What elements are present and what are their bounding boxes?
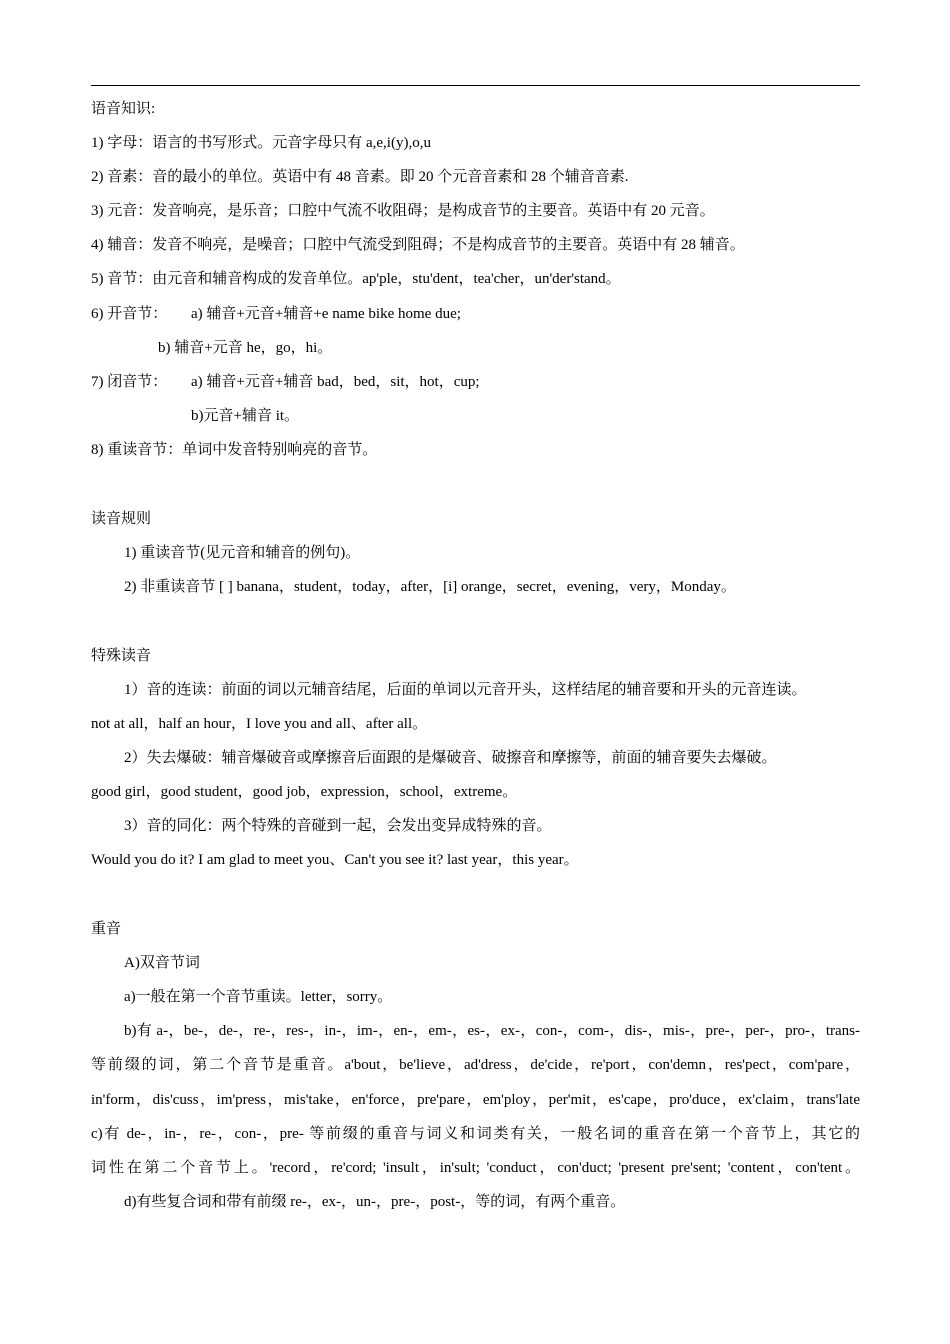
example-line: good girl，good student，good job，expression，school，extreme。 xyxy=(91,784,518,800)
list-item: 2) 非重读音节 [ ] banana，student，today，after，[i] orange，secret，evening，very，Monday。 xyxy=(124,579,736,595)
list-item: 1) 字母：语言的书写形式。元音字母只有 a,e,i(y),o,u xyxy=(91,135,431,151)
list-item: 1) 重读音节(见元音和辅音的例句)。 xyxy=(124,545,361,561)
section-title-phonetics: 语音知识: xyxy=(91,101,156,117)
paragraph: a)一般在第一个音节重读。letter，sorry。 xyxy=(124,989,393,1005)
paragraph: 1）音的连读：前面的词以元辅音结尾，后面的单词以元音开头，这样结尾的辅音要和开头的元音连读。 xyxy=(124,682,807,698)
paragraph-continuation: 词性在第二个音节上。'record，re'cord; 'insult，in'sult; 'conduct，con'duct; 'present pre'sent; 'content，con'tent。 xyxy=(91,1160,860,1176)
example-line: not at all，half an hour，I love you and all、after all。 xyxy=(91,716,428,732)
open-syllable-line xyxy=(91,304,461,324)
list-item: 2) 音素：音的最小的单位。英语中有 48 音素。即 20 个元音音素和 28 个辅音音素. xyxy=(91,169,629,185)
section-title-reading-rules: 读音规则 xyxy=(91,511,152,527)
paragraph: d)有些复合词和带有前缀 re-，ex-，un-，pre-，post-，等的词，有两个重音。 xyxy=(124,1194,626,1210)
open-syllable-b: b) 辅音+元音 he，go，hi。 xyxy=(158,340,333,356)
section-title-stress: 重音 xyxy=(91,921,122,937)
open-syllable-a: a) 辅音+元音+辅音+e name bike home due; xyxy=(191,306,461,322)
closed-syllable-a: a) 辅音+元音+辅音 bad，bed，sit，hot，cup; xyxy=(191,374,480,390)
open-syllable-label: 6) 开音节： xyxy=(91,306,168,322)
subsection-title: A)双音节词 xyxy=(124,955,200,971)
closed-syllable-b: b)元音+辅音 it。 xyxy=(191,408,300,424)
list-item: 8) 重读音节：单词中发音特别响亮的音节。 xyxy=(91,442,378,458)
header-rule xyxy=(91,85,860,86)
paragraph: b)有 a-，be-，de-，re-，res-，in-，im-，en-，em-，es-，ex-，con-，com-，dis-，mis-，pre-，per-，pro-，trans- xyxy=(124,1023,860,1039)
closed-syllable-label: 7) 闭音节： xyxy=(91,374,168,390)
paragraph: 2）失去爆破：辅音爆破音或摩擦音后面跟的是爆破音、破擦音和摩擦等，前面的辅音要失去爆破。 xyxy=(124,750,777,766)
list-item: 4) 辅音：发音不响亮，是噪音；口腔中气流受到阻碍；不是构成音节的主要音。英语中有 28 辅音。 xyxy=(91,237,745,253)
closed-syllable-line xyxy=(91,372,480,392)
paragraph: c)有 de-，in-，re-，con-，pre- 等前缀的重音与词义和词类有关，一般名词的重音在第一个音节上，其它的 xyxy=(91,1126,860,1142)
example-line: Would you do it? I am glad to meet you、Can't you see it? last year，this year。 xyxy=(91,852,579,868)
paragraph: 3）音的同化：两个特殊的音碰到一起，会发出变异成特殊的音。 xyxy=(124,818,552,834)
paragraph-continuation: in'form，dis'cuss，im'press，mis'take，en'force，pre'pare，em'ploy，per'mit，es'cape，pro'duce，ex'claim，trans'late xyxy=(91,1092,860,1108)
list-item: 5) 音节：由元音和辅音构成的发音单位。ap'ple，stu'dent，tea'cher，un'der'stand。 xyxy=(91,271,621,287)
section-title-special-reading: 特殊读音 xyxy=(91,648,152,664)
list-item: 3) 元音：发音响亮，是乐音；口腔中气流不收阻碍；是构成音节的主要音。英语中有 20 元音。 xyxy=(91,203,715,219)
paragraph-continuation: 等前缀的词，第二个音节是重音。a'bout，be'lieve，ad'dress，de'cide，re'port，con'demn，res'pect，com'pare， xyxy=(91,1057,860,1073)
